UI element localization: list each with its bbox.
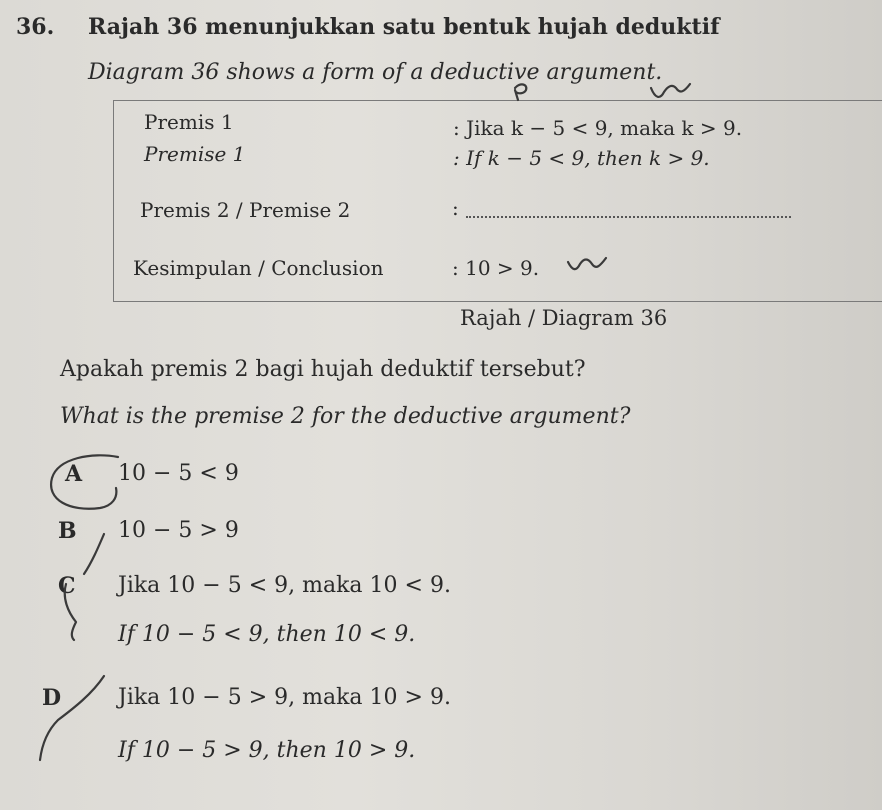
premise1-label-ms: Premis 1: [144, 110, 234, 134]
conclusion-label: Kesimpulan / Conclusion: [133, 256, 384, 280]
option-c-text-en[interactable]: If 10 − 5 < 9, then 10 < 9.: [118, 622, 416, 647]
option-b-text[interactable]: 10 − 5 > 9: [118, 518, 239, 543]
diagram-caption: Rajah / Diagram 36: [460, 306, 668, 330]
premise2-label: Premis 2 / Premise 2: [140, 198, 351, 222]
option-a-letter[interactable]: A: [65, 461, 83, 487]
option-a-text[interactable]: 10 − 5 < 9: [118, 461, 239, 486]
prompt-en: What is the premise 2 for the deductive argument?: [60, 404, 631, 429]
option-b-letter[interactable]: B: [58, 518, 77, 544]
question-title-ms: Rajah 36 menunjukkan satu bentuk hujah deduktif: [88, 14, 720, 40]
option-d-text-en[interactable]: If 10 − 5 > 9, then 10 > 9.: [118, 738, 416, 763]
prompt-ms: Apakah premis 2 bagi hujah deduktif tersebut?: [60, 357, 586, 382]
premise1-statement-ms: : Jika k − 5 < 9, maka k > 9.: [453, 116, 743, 140]
premise2-blank: [466, 206, 791, 225]
premise1-statement-en: : If k − 5 < 9, then k > 9.: [453, 146, 710, 170]
option-d-text-ms[interactable]: Jika 10 − 5 > 9, maka 10 > 9.: [118, 685, 451, 710]
option-d-letter[interactable]: D: [42, 685, 62, 711]
option-c-text-ms[interactable]: Jika 10 − 5 < 9, maka 10 < 9.: [118, 573, 451, 598]
premise2-colon: :: [452, 196, 459, 220]
question-title-en: Diagram 36 shows a form of a deductive argument.: [88, 60, 663, 85]
option-c-letter[interactable]: C: [58, 573, 76, 599]
conclusion-value: : 10 > 9.: [452, 256, 540, 280]
premise1-label-en: Premise 1: [144, 142, 246, 166]
question-number: 36.: [16, 14, 55, 40]
